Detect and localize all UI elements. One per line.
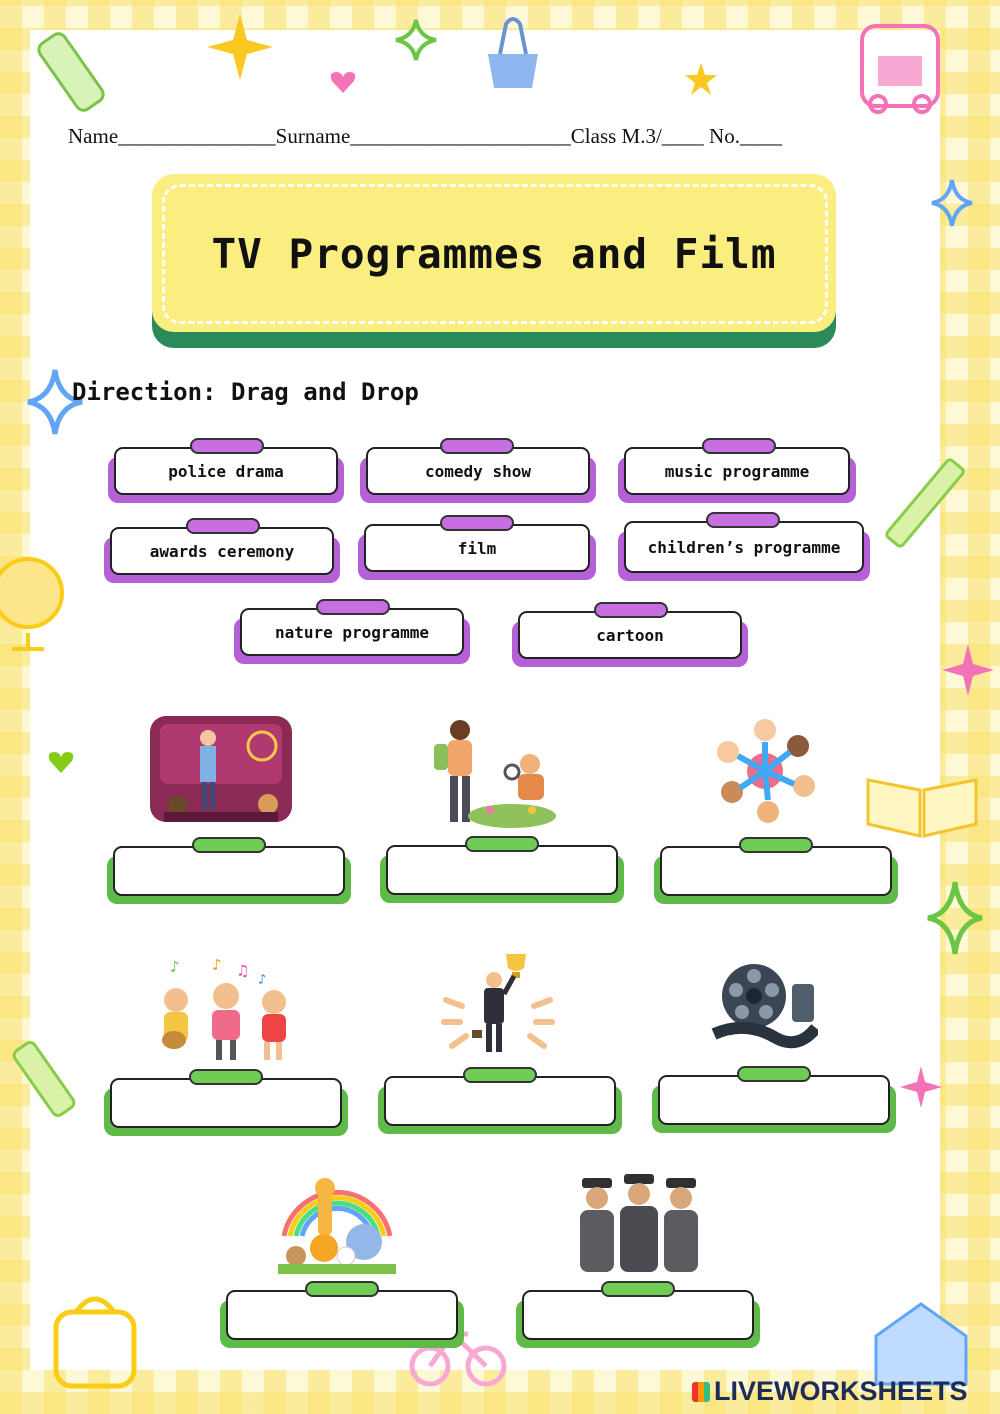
police-officers-illustration <box>578 1172 702 1272</box>
star-pink-icon <box>940 642 996 698</box>
word-card-label: film <box>364 524 590 572</box>
nature-explorers-illustration <box>420 716 580 828</box>
word-card-cartoon[interactable] <box>518 611 742 659</box>
student-info-line: Name_______________Surname_____________________Class M.3/____ No.____ <box>68 124 782 148</box>
house-icon <box>866 1296 976 1386</box>
book-icon <box>862 760 982 840</box>
answer-box[interactable] <box>226 1290 458 1340</box>
star-yellow-icon <box>684 62 718 96</box>
star-pink-small-icon <box>898 1064 944 1110</box>
svg-text:♫: ♫ <box>238 961 248 980</box>
answer-box-text <box>386 845 618 895</box>
answer-box-text <box>522 1290 754 1340</box>
answer-box-text <box>226 1290 458 1340</box>
awards-trophy-illustration <box>440 950 556 1060</box>
bus-doodle-icon <box>852 16 948 120</box>
comedy-stage-illustration <box>150 716 292 822</box>
heart-green-icon <box>48 750 74 774</box>
page-title: TV Programmes and Film <box>211 230 777 278</box>
glue-tube-icon <box>26 22 126 122</box>
kids-singing-illustration <box>150 956 300 1062</box>
word-card-comedy-show[interactable] <box>366 447 590 495</box>
answer-box[interactable] <box>522 1290 754 1340</box>
answer-box[interactable] <box>658 1075 890 1125</box>
sparkle-blue-right-icon <box>930 178 974 228</box>
word-card-label: police drama <box>114 447 338 495</box>
answer-box-text <box>110 1078 342 1128</box>
sparkle-green-icon <box>394 18 438 62</box>
answer-box-text <box>384 1076 616 1126</box>
answer-box-text <box>113 846 345 896</box>
word-card-music-programme[interactable] <box>624 447 850 495</box>
word-card-awards-ceremony[interactable] <box>110 527 334 575</box>
direction-text: Direction: Drag and Drop <box>72 378 419 406</box>
word-card-nature-programme[interactable] <box>240 608 464 656</box>
svg-text:♪: ♪ <box>170 957 180 976</box>
answer-box[interactable] <box>110 1078 342 1128</box>
answer-box[interactable] <box>384 1076 616 1126</box>
word-card-label: awards ceremony <box>110 527 334 575</box>
liveworksheets-logo <box>692 1376 968 1407</box>
liveworksheets-mark-icon <box>692 1382 710 1402</box>
answer-box[interactable] <box>386 845 618 895</box>
word-card-film[interactable] <box>364 524 590 572</box>
sparkle-green-right-icon <box>926 880 984 956</box>
pencil-icon <box>870 448 980 558</box>
children-circle-illustration <box>712 716 818 826</box>
answer-box[interactable] <box>660 846 892 896</box>
heart-pink-icon <box>330 70 356 94</box>
cartoon-animals-illustration <box>278 1176 396 1274</box>
star-doodle-icon <box>205 12 275 82</box>
backpack-icon <box>40 1282 150 1392</box>
film-reel-illustration <box>706 958 818 1052</box>
answer-box-text <box>660 846 892 896</box>
highlighter-icon <box>4 1034 84 1124</box>
word-card-police-drama[interactable] <box>114 447 338 495</box>
word-card-label: children’s programme <box>624 521 864 573</box>
svg-text:♪: ♪ <box>258 972 267 988</box>
paper-clip-icon <box>478 14 548 90</box>
brand-name: LIVEWORKSHEETS <box>714 1376 968 1406</box>
word-card-label: nature programme <box>240 608 464 656</box>
word-card-label: music programme <box>624 447 850 495</box>
globe-icon <box>0 545 74 655</box>
answer-box-text <box>658 1075 890 1125</box>
word-card-label: comedy show <box>366 447 590 495</box>
answer-box[interactable] <box>113 846 345 896</box>
word-card-childrens-programme[interactable] <box>624 521 864 573</box>
svg-text:♪: ♪ <box>212 956 222 974</box>
word-card-label: cartoon <box>518 611 742 659</box>
